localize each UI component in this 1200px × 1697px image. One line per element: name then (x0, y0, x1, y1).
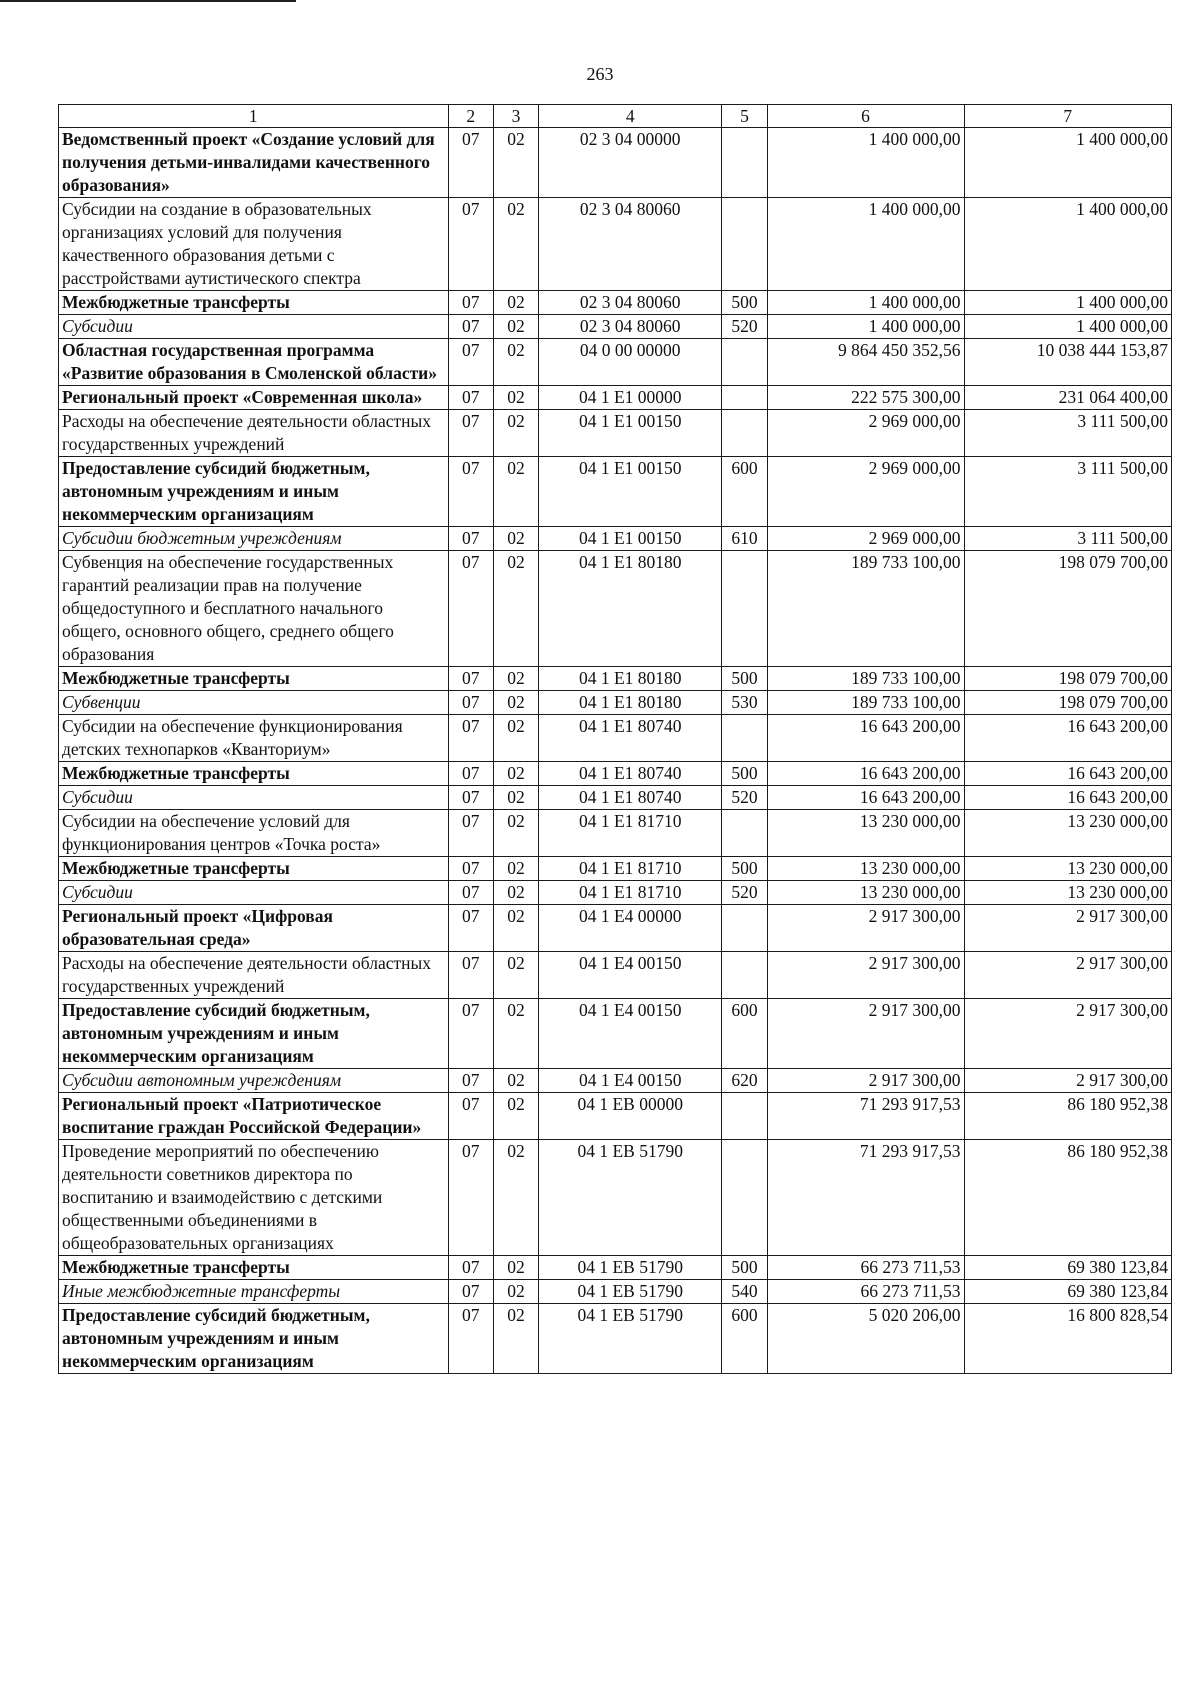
row-expense-type: 500 (722, 857, 767, 881)
row-subsection: 02 (493, 857, 538, 881)
row-target-code: 02 3 04 80060 (539, 315, 722, 339)
row-target-code: 04 1 E1 81710 (539, 857, 722, 881)
row-amount-year1: 189 733 100,00 (767, 551, 964, 667)
table-row (59, 1256, 1172, 1280)
row-expense-type (722, 1093, 767, 1140)
row-subsection: 02 (493, 786, 538, 810)
header-cell-4: 4 (539, 105, 722, 128)
row-subsection: 02 (493, 667, 538, 691)
table-row (59, 551, 1172, 667)
row-subsection: 02 (493, 198, 538, 291)
row-target-code: 04 1 E4 00150 (539, 999, 722, 1069)
row-target-code: 02 3 04 00000 (539, 128, 722, 198)
row-subsection: 02 (493, 1093, 538, 1140)
page-number: 263 (586, 64, 614, 84)
row-target-code: 04 1 E1 00150 (539, 527, 722, 551)
row-name: Межбюджетные трансферты (59, 762, 449, 786)
row-section: 07 (448, 198, 493, 291)
row-amount-year2: 86 180 952,38 (964, 1093, 1172, 1140)
row-amount-year2: 69 380 123,84 (964, 1256, 1172, 1280)
row-subsection: 02 (493, 386, 538, 410)
header-cell-6: 6 (767, 105, 964, 128)
row-expense-type (722, 551, 767, 667)
row-target-code: 04 1 EB 51790 (539, 1304, 722, 1374)
row-target-code: 04 1 E1 81710 (539, 810, 722, 857)
row-amount-year2: 1 400 000,00 (964, 315, 1172, 339)
row-target-code: 02 3 04 80060 (539, 291, 722, 315)
row-amount-year2: 2 917 300,00 (964, 952, 1172, 999)
row-name: Предоставление субсидий бюджетным, автономным учреждениям и иным некоммерческим организациям (59, 1304, 449, 1374)
row-expense-type: 520 (722, 315, 767, 339)
table-row (59, 691, 1172, 715)
row-amount-year1: 1 400 000,00 (767, 291, 964, 315)
row-expense-type: 600 (722, 999, 767, 1069)
row-name: Иные межбюджетные трансферты (59, 1280, 449, 1304)
row-subsection: 02 (493, 128, 538, 198)
row-expense-type (722, 715, 767, 762)
row-expense-type: 600 (722, 1304, 767, 1374)
header-cell-7: 7 (964, 105, 1172, 128)
row-section: 07 (448, 1140, 493, 1256)
row-amount-year2: 198 079 700,00 (964, 691, 1172, 715)
row-target-code: 04 1 E1 00000 (539, 386, 722, 410)
row-subsection: 02 (493, 457, 538, 527)
row-amount-year1: 2 917 300,00 (767, 999, 964, 1069)
row-section: 07 (448, 527, 493, 551)
header-cell-1: 1 (59, 105, 449, 128)
row-amount-year2: 198 079 700,00 (964, 551, 1172, 667)
row-amount-year1: 1 400 000,00 (767, 315, 964, 339)
table-row (59, 762, 1172, 786)
row-amount-year1: 2 917 300,00 (767, 952, 964, 999)
row-section: 07 (448, 128, 493, 198)
row-name: Региональный проект «Современная школа» (59, 386, 449, 410)
row-amount-year2: 3 111 500,00 (964, 527, 1172, 551)
row-section: 07 (448, 715, 493, 762)
row-expense-type (722, 810, 767, 857)
row-subsection: 02 (493, 1140, 538, 1256)
row-amount-year2: 1 400 000,00 (964, 128, 1172, 198)
row-amount-year1: 2 969 000,00 (767, 527, 964, 551)
row-section: 07 (448, 1280, 493, 1304)
row-amount-year2: 13 230 000,00 (964, 881, 1172, 905)
row-amount-year2: 10 038 444 153,87 (964, 339, 1172, 386)
table-row (59, 315, 1172, 339)
row-amount-year1: 66 273 711,53 (767, 1256, 964, 1280)
table-row (59, 810, 1172, 857)
table-row (59, 905, 1172, 952)
row-amount-year1: 13 230 000,00 (767, 810, 964, 857)
row-section: 07 (448, 1093, 493, 1140)
row-subsection: 02 (493, 810, 538, 857)
row-target-code: 04 1 E1 80180 (539, 667, 722, 691)
row-section: 07 (448, 881, 493, 905)
row-section: 07 (448, 1069, 493, 1093)
row-amount-year2: 3 111 500,00 (964, 410, 1172, 457)
scan-edge-line (0, 0, 296, 2)
row-amount-year2: 16 643 200,00 (964, 715, 1172, 762)
row-section: 07 (448, 762, 493, 786)
row-section: 07 (448, 952, 493, 999)
row-amount-year1: 2 969 000,00 (767, 457, 964, 527)
budget-table (58, 104, 1172, 1374)
row-section: 07 (448, 339, 493, 386)
row-target-code: 04 1 E4 00150 (539, 952, 722, 999)
row-section: 07 (448, 810, 493, 857)
row-subsection: 02 (493, 1280, 538, 1304)
row-name: Субсидии на обеспечение функционирования детских технопарков «Кванториум» (59, 715, 449, 762)
header-cell-3: 3 (493, 105, 538, 128)
row-amount-year1: 189 733 100,00 (767, 667, 964, 691)
row-amount-year2: 2 917 300,00 (964, 905, 1172, 952)
row-target-code: 04 1 EB 51790 (539, 1140, 722, 1256)
table-row (59, 386, 1172, 410)
row-amount-year1: 71 293 917,53 (767, 1093, 964, 1140)
row-expense-type: 520 (722, 786, 767, 810)
row-subsection: 02 (493, 410, 538, 457)
row-expense-type: 530 (722, 691, 767, 715)
row-expense-type (722, 128, 767, 198)
row-section: 07 (448, 905, 493, 952)
row-expense-type (722, 410, 767, 457)
row-amount-year2: 69 380 123,84 (964, 1280, 1172, 1304)
table-row (59, 1140, 1172, 1256)
row-target-code: 04 1 EB 00000 (539, 1093, 722, 1140)
row-name: Субвенции (59, 691, 449, 715)
table-row (59, 1069, 1172, 1093)
table-row (59, 527, 1172, 551)
row-target-code: 04 1 EB 51790 (539, 1256, 722, 1280)
table-row (59, 1093, 1172, 1140)
row-name: Проведение мероприятий по обеспечению деятельности советников директора по воспитанию и взаимодействию с детскими общественными объединениями в общеобразовательных организациях (59, 1140, 449, 1256)
row-target-code: 04 1 E1 80740 (539, 786, 722, 810)
row-section: 07 (448, 1304, 493, 1374)
row-section: 07 (448, 667, 493, 691)
row-target-code: 04 0 00 00000 (539, 339, 722, 386)
row-expense-type (722, 198, 767, 291)
row-name: Субсидии (59, 881, 449, 905)
row-name: Субвенция на обеспечение государственных гарантий реализации прав на получение общедоступного и бесплатного начального общего, основного общего, среднего общего образования (59, 551, 449, 667)
row-expense-type: 500 (722, 291, 767, 315)
row-subsection: 02 (493, 691, 538, 715)
row-amount-year2: 1 400 000,00 (964, 198, 1172, 291)
row-target-code: 04 1 E1 81710 (539, 881, 722, 905)
row-amount-year2: 198 079 700,00 (964, 667, 1172, 691)
row-expense-type: 620 (722, 1069, 767, 1093)
row-amount-year1: 189 733 100,00 (767, 691, 964, 715)
row-amount-year2: 86 180 952,38 (964, 1140, 1172, 1256)
row-amount-year1: 2 917 300,00 (767, 905, 964, 952)
row-target-code: 04 1 E1 80740 (539, 762, 722, 786)
row-name: Областная государственная программа «Развитие образования в Смоленской области» (59, 339, 449, 386)
row-target-code: 04 1 E1 00150 (539, 410, 722, 457)
row-expense-type: 540 (722, 1280, 767, 1304)
row-expense-type: 500 (722, 1256, 767, 1280)
row-section: 07 (448, 691, 493, 715)
row-name: Субсидии на создание в образовательных организациях условий для получения качественного образования детьми с расстройствами аутистического спектра (59, 198, 449, 291)
row-name: Межбюджетные трансферты (59, 291, 449, 315)
row-section: 07 (448, 386, 493, 410)
row-name: Региональный проект «Патриотическое воспитание граждан Российской Федерации» (59, 1093, 449, 1140)
row-subsection: 02 (493, 905, 538, 952)
row-amount-year1: 2 917 300,00 (767, 1069, 964, 1093)
row-amount-year2: 16 643 200,00 (964, 786, 1172, 810)
row-amount-year1: 1 400 000,00 (767, 128, 964, 198)
row-amount-year2: 3 111 500,00 (964, 457, 1172, 527)
row-amount-year2: 2 917 300,00 (964, 999, 1172, 1069)
row-section: 07 (448, 786, 493, 810)
row-subsection: 02 (493, 551, 538, 667)
row-section: 07 (448, 999, 493, 1069)
table-row (59, 291, 1172, 315)
row-amount-year1: 66 273 711,53 (767, 1280, 964, 1304)
row-amount-year2: 1 400 000,00 (964, 291, 1172, 315)
row-amount-year2: 16 643 200,00 (964, 762, 1172, 786)
row-expense-type (722, 339, 767, 386)
row-target-code: 04 1 E4 00150 (539, 1069, 722, 1093)
row-target-code: 04 1 E1 80180 (539, 691, 722, 715)
row-name: Ведомственный проект «Создание условий для получения детьми-инвалидами качественного образования» (59, 128, 449, 198)
table-row (59, 857, 1172, 881)
row-name: Субсидии на обеспечение условий для функционирования центров «Точка роста» (59, 810, 449, 857)
row-amount-year2: 2 917 300,00 (964, 1069, 1172, 1093)
row-section: 07 (448, 1256, 493, 1280)
row-target-code: 04 1 E4 00000 (539, 905, 722, 952)
row-subsection: 02 (493, 715, 538, 762)
row-target-code: 04 1 E1 00150 (539, 457, 722, 527)
row-section: 07 (448, 457, 493, 527)
row-subsection: 02 (493, 527, 538, 551)
row-amount-year1: 9 864 450 352,56 (767, 339, 964, 386)
row-name: Расходы на обеспечение деятельности областных государственных учреждений (59, 952, 449, 999)
row-section: 07 (448, 551, 493, 667)
row-amount-year1: 16 643 200,00 (767, 786, 964, 810)
table-row (59, 198, 1172, 291)
table-row (59, 1280, 1172, 1304)
row-amount-year1: 222 575 300,00 (767, 386, 964, 410)
row-name: Субсидии (59, 786, 449, 810)
row-amount-year2: 13 230 000,00 (964, 857, 1172, 881)
row-subsection: 02 (493, 339, 538, 386)
row-expense-type (722, 905, 767, 952)
row-subsection: 02 (493, 952, 538, 999)
row-amount-year1: 5 020 206,00 (767, 1304, 964, 1374)
header-cell-2: 2 (448, 105, 493, 128)
row-name: Субсидии автономным учреждениям (59, 1069, 449, 1093)
table-row (59, 952, 1172, 999)
row-expense-type: 610 (722, 527, 767, 551)
row-name: Предоставление субсидий бюджетным, автономным учреждениям и иным некоммерческим организациям (59, 457, 449, 527)
table-row (59, 128, 1172, 198)
row-amount-year1: 16 643 200,00 (767, 715, 964, 762)
row-amount-year1: 2 969 000,00 (767, 410, 964, 457)
row-section: 07 (448, 291, 493, 315)
row-name: Расходы на обеспечение деятельности областных государственных учреждений (59, 410, 449, 457)
table-row (59, 881, 1172, 905)
row-subsection: 02 (493, 1256, 538, 1280)
row-amount-year1: 1 400 000,00 (767, 198, 964, 291)
header-row (59, 105, 1172, 128)
row-amount-year1: 13 230 000,00 (767, 881, 964, 905)
table-row (59, 667, 1172, 691)
row-name: Межбюджетные трансферты (59, 1256, 449, 1280)
row-section: 07 (448, 857, 493, 881)
row-amount-year1: 71 293 917,53 (767, 1140, 964, 1256)
row-amount-year2: 16 800 828,54 (964, 1304, 1172, 1374)
row-target-code: 04 1 EB 51790 (539, 1280, 722, 1304)
row-name: Субсидии (59, 315, 449, 339)
row-amount-year1: 16 643 200,00 (767, 762, 964, 786)
table-row (59, 1304, 1172, 1374)
row-subsection: 02 (493, 315, 538, 339)
row-subsection: 02 (493, 291, 538, 315)
row-name: Межбюджетные трансферты (59, 667, 449, 691)
row-expense-type (722, 952, 767, 999)
row-expense-type: 600 (722, 457, 767, 527)
row-expense-type (722, 1140, 767, 1256)
table-row (59, 715, 1172, 762)
row-name: Субсидии бюджетным учреждениям (59, 527, 449, 551)
row-target-code: 02 3 04 80060 (539, 198, 722, 291)
row-expense-type (722, 386, 767, 410)
row-subsection: 02 (493, 1069, 538, 1093)
row-section: 07 (448, 410, 493, 457)
header-cell-5: 5 (722, 105, 767, 128)
row-name: Предоставление субсидий бюджетным, автономным учреждениям и иным некоммерческим организациям (59, 999, 449, 1069)
table-row (59, 339, 1172, 386)
row-amount-year1: 13 230 000,00 (767, 857, 964, 881)
row-target-code: 04 1 E1 80740 (539, 715, 722, 762)
row-target-code: 04 1 E1 80180 (539, 551, 722, 667)
row-expense-type: 500 (722, 762, 767, 786)
row-amount-year2: 231 064 400,00 (964, 386, 1172, 410)
row-amount-year2: 13 230 000,00 (964, 810, 1172, 857)
row-expense-type: 500 (722, 667, 767, 691)
row-subsection: 02 (493, 999, 538, 1069)
table-row (59, 786, 1172, 810)
table-row (59, 999, 1172, 1069)
row-name: Межбюджетные трансферты (59, 857, 449, 881)
row-subsection: 02 (493, 881, 538, 905)
row-subsection: 02 (493, 1304, 538, 1374)
table-row (59, 410, 1172, 457)
row-subsection: 02 (493, 762, 538, 786)
row-expense-type: 520 (722, 881, 767, 905)
row-section: 07 (448, 315, 493, 339)
row-name: Региональный проект «Цифровая образовательная среда» (59, 905, 449, 952)
table-row (59, 457, 1172, 527)
